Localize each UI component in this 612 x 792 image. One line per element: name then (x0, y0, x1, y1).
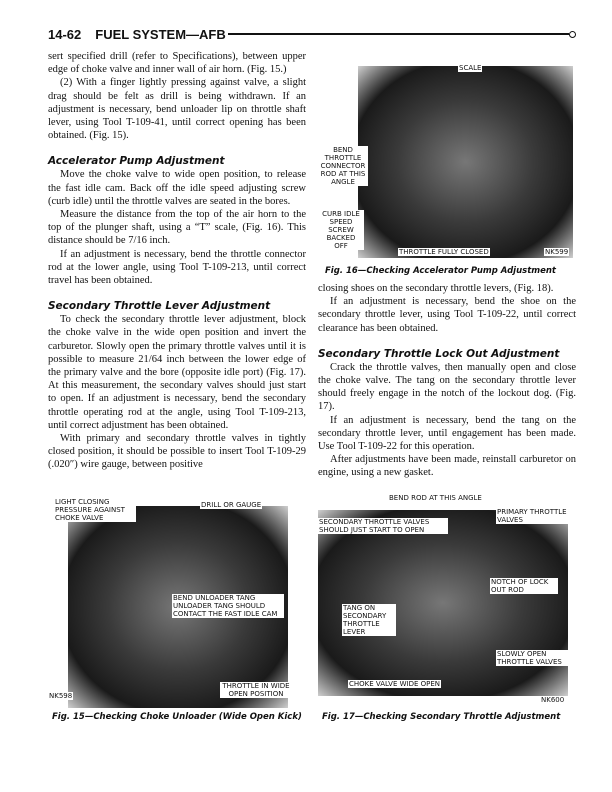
label-tang: TANG ON SECONDARY THROTTLE LEVER (342, 604, 396, 636)
label-throttle-open: THROTTLE IN WIDE OPEN POSITION (220, 682, 292, 698)
label-choke-wide-open: CHOKE VALVE WIDE OPEN (349, 680, 441, 688)
section-title: FUEL SYSTEM—AFB (95, 26, 226, 42)
label-primary-valves: PRIMARY THROTTLE VALVES (497, 508, 567, 524)
figure-16 (318, 46, 578, 261)
paragraph: If an adjustment is necessary, bend the throttle connector rod at the lower angle, using Tool T-109-213, until correct travel has been obtained. (48, 248, 306, 287)
label-scale: SCALE (459, 64, 482, 72)
heading-accelerator-pump: Accelerator Pump Adjustment (48, 155, 225, 168)
paragraph: closing shoes on the secondary throttle levers, (Fig. 18). (318, 283, 554, 294)
paragraph: (2) With a finger lightly pressing against valve, a slight drag should be felt as drill is being withdrawn. If an adjustment is necessary, bend unloader lip on throttle shaft lever, using Tool T-109-41, until correct opening has been obtained. (Fig. 15). (48, 77, 306, 142)
paragraph: If an adjustment is necessary, bend the shoe on the secondary throttle lever, using Tool T-109-22, until correct clearance has been obtained. (318, 296, 576, 334)
header-rule (228, 33, 569, 35)
paragraph: If an adjustment is necessary, bend the tang on the secondary throttle lever, until engagement has been made. Use Tool T-109-22 for this operation. (318, 414, 576, 453)
paragraph: After adjustments have been made, reinstall carburetor on engine, using a new gasket. (318, 454, 576, 479)
label-bend-rod: BEND THROTTLE CONNECTOR ROD AT THIS ANGLE (318, 146, 368, 186)
label-secondary-valves: SECONDARY THROTTLE VALVES SHOULD JUST START TO OPEN (318, 518, 448, 534)
figure-17-caption: Fig. 17—Checking Secondary Throttle Adjustment (322, 712, 561, 722)
page-number: 14-62 (48, 26, 82, 42)
figure-17 (318, 494, 578, 708)
paragraph: Measure the distance from the top of the air horn to the top of the plunger shaft, using a “T” scale, (Fig. 16). This distance should be 7/16 inch. (48, 209, 306, 247)
paragraph: With primary and secondary throttle valves in tightly closed position, it should be possible to insert Tool T-109-29 (.020″) wire gauge, between positive (48, 433, 306, 471)
figure-code: NK600 (541, 696, 565, 704)
paragraph: Crack the throttle valves, then manually open and close the choke valve. The tang on the secondary throttle lever should freely engage in the notch of the lockout dog. (Fig. 17). (318, 361, 576, 413)
heading-secondary-throttle-lever: Secondary Throttle Lever Adjustment (48, 300, 271, 313)
figure-code: NK599 (545, 248, 569, 256)
label-slowly-open: SLOWLY OPEN THROTTLE VALVES (496, 650, 568, 666)
label-notch: NOTCH OF LOCK OUT ROD (490, 578, 558, 594)
figure-code: NK598 (49, 692, 73, 700)
label-drill: DRILL OR GAUGE (201, 501, 262, 509)
header-end-circle (569, 31, 576, 38)
label-throttle-closed: THROTTLE FULLY CLOSED (399, 248, 489, 256)
right-column (318, 282, 576, 480)
figure-15-caption: Fig. 15—Checking Choke Unloader (Wide Open Kick) (52, 712, 302, 722)
page-header (48, 26, 576, 42)
figure-15 (48, 496, 310, 708)
figure-16-caption: Fig. 16—Checking Accelerator Pump Adjustment (325, 266, 556, 276)
paragraph: To check the secondary throttle lever adjustment, block the choke valve in the wide open position and invert the carburetor. Slowly open the primary throttle valves until it is possible to measure 21/64 inch between the lower edge of the primary valve and the bore (opposite idle port) (Fig. 17). At this measurement, the secondary valves should just start to open. If an adjustment is necessary, bend the secondary throttle operating rod at the angle, using Tool T-109-213, until correct adjustment has been obtained. (48, 314, 306, 431)
left-column (48, 50, 306, 472)
paragraph: Move the choke valve to wide open position, to release the fast idle cam. Back off the idle speed adjusting screw (curb idle) until the throttle valves are seated in the bores. (48, 169, 306, 207)
label-bend-rod: BEND ROD AT THIS ANGLE (389, 494, 482, 502)
carburetor-photo (318, 510, 568, 696)
paragraph: sert specified drill (refer to Specifications), between upper edge of choke valve and inner wall of air horn. (Fig. 15.) (48, 51, 306, 76)
carburetor-photo (358, 66, 573, 258)
label-light-closing: LIGHT CLOSING PRESSURE AGAINST CHOKE VALVE (54, 498, 136, 522)
label-unloader-tang: BEND UNLOADER TANG UNLOADER TANG SHOULD CONTACT THE FAST IDLE CAM (172, 594, 284, 618)
heading-lockout: Secondary Throttle Lock Out Adjustment (318, 347, 560, 360)
label-curb-idle: CURB IDLE SPEED SCREW BACKED OFF (318, 210, 364, 250)
